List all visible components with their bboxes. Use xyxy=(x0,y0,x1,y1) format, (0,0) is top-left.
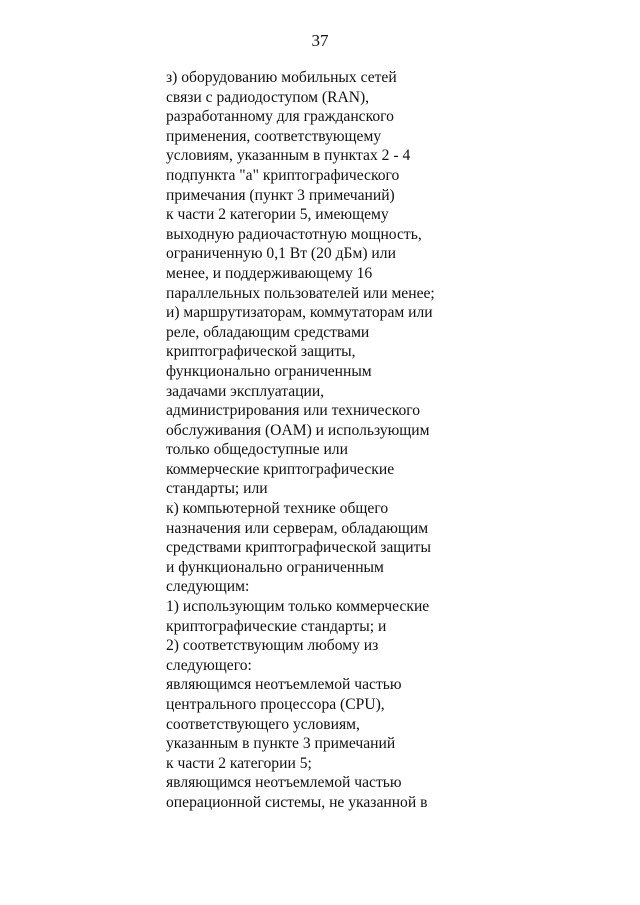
text-line: криптографической защиты, xyxy=(166,343,356,361)
text-line: коммерческие криптографические xyxy=(166,460,395,478)
text-line: задачами эксплуатации, xyxy=(166,382,325,400)
text-line: средствами криптографической защиты xyxy=(166,539,431,557)
text-line: криптографические стандарты; и xyxy=(166,617,387,635)
text-line: разработанному для гражданского xyxy=(166,108,394,126)
page-number: 37 xyxy=(311,31,329,50)
text-line: к) компьютерной технике общего xyxy=(166,500,389,518)
text-line: соответствующего условиям, xyxy=(166,715,360,733)
text-line: ограниченную 0,1 Вт (20 дБм) или xyxy=(166,245,396,263)
text-line: центрального процессора (CPU), xyxy=(166,696,385,713)
text-line: менее, и поддерживающему 16 xyxy=(166,264,373,282)
text-line: обслуживания (OAM) и использующим xyxy=(166,421,430,439)
text-line: только общедоступные или xyxy=(166,441,348,459)
text-line: подпункта "а" криптографического xyxy=(166,166,400,184)
text-line: 2) соответствующим любому из xyxy=(166,637,379,655)
text-line: и функционально ограниченным xyxy=(166,558,384,576)
text-line: реле, обладающим средствами xyxy=(166,323,370,341)
text-line: применения, соответствующему xyxy=(166,127,382,145)
text-line: к части 2 категории 5; xyxy=(166,754,312,772)
text-line: з) оборудованию мобильных сетей xyxy=(166,69,397,86)
text-line: функционально ограниченным xyxy=(166,362,372,380)
text-line: назначения или серверам, обладающим xyxy=(166,519,429,537)
text-line: администрирования или технического xyxy=(166,402,421,420)
text-line: операционной системы, не указанной в xyxy=(166,793,428,811)
text-line: выходную радиочастотную мощность, xyxy=(166,225,422,243)
text-line: условиям, указанным в пунктах 2 - 4 xyxy=(166,147,411,165)
text-line: являющимся неотъемлемой частью xyxy=(166,774,402,792)
text-line: к части 2 категории 5, имеющему xyxy=(166,206,389,224)
text-line: примечания (пункт 3 примечаний) xyxy=(166,186,395,204)
text-line: указанным в пункте 3 примечаний xyxy=(166,735,396,753)
text-line: параллельных пользователей или менее; xyxy=(166,284,435,302)
text-line: связи с радиодоступом (RAN), xyxy=(166,88,370,106)
text-line: и) маршрутизаторам, коммутаторам или xyxy=(166,304,433,322)
text-line: следующего: xyxy=(166,656,252,674)
text-line: 1) использующим только коммерческие xyxy=(166,598,430,616)
text-line: являющимся неотъемлемой частью xyxy=(166,676,402,694)
document-body-text xyxy=(166,68,466,813)
text-line: стандарты; или xyxy=(166,480,268,498)
text-line: следующим: xyxy=(166,578,250,596)
